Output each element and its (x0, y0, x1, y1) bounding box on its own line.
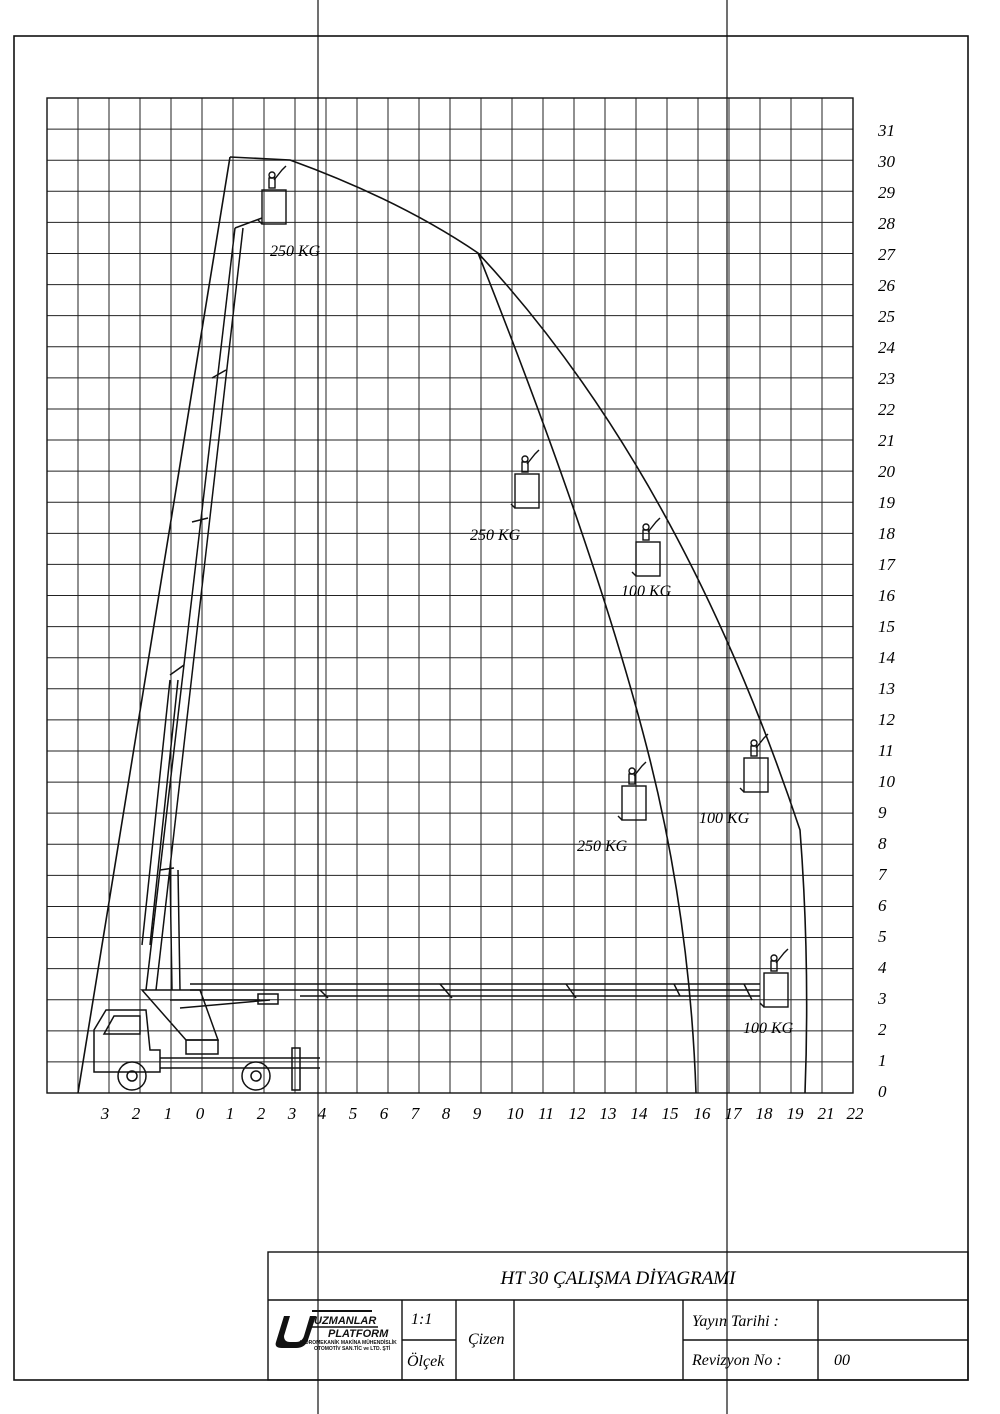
y-tick-label: 7 (878, 865, 887, 884)
x-tick-label: 3 (100, 1104, 110, 1123)
load-label-mid-inner: 250 KG (470, 527, 521, 544)
x-tick-label: 21 (817, 1104, 835, 1123)
y-tick-label: 10 (878, 772, 895, 791)
x-tick-label: 2 (256, 1104, 266, 1123)
x-tick-label: 6 (379, 1104, 389, 1123)
envelope-left-edge (78, 157, 230, 1093)
x-tick-label: 16 (693, 1104, 711, 1123)
y-tick-label: 0 (878, 1082, 887, 1101)
platform-basket-icon (740, 734, 768, 792)
boom-horizontal (190, 984, 760, 1004)
envelope-inner-curve-250kg (478, 253, 696, 1093)
x-tick-label: 11 (538, 1104, 554, 1123)
y-tick-label: 31 (878, 121, 895, 140)
x-tick-label: 13 (599, 1104, 617, 1123)
load-label-mid-outer: 100 KG (621, 583, 672, 600)
x-tick-label: 12 (568, 1104, 586, 1123)
y-tick-label: 29 (878, 183, 895, 202)
y-tick-label: 5 (878, 927, 887, 946)
x-tick-label: 15 (661, 1104, 679, 1123)
x-tick-label: 18 (755, 1104, 773, 1123)
y-tick-label: 14 (878, 648, 895, 667)
revision-value: 00 (834, 1352, 850, 1369)
x-tick-label: 14 (630, 1104, 648, 1123)
y-tick-label: 26 (878, 276, 895, 295)
load-label-horizontal: 100 KG (743, 1020, 794, 1037)
revision-label: Revizyon No : (692, 1352, 782, 1369)
front-wheel (118, 1062, 146, 1090)
y-tick-label: 19 (878, 493, 895, 512)
y-tick-label: 17 (878, 555, 895, 574)
y-tick-label: 21 (878, 431, 895, 450)
envelope-outer-curve-100kg (230, 157, 807, 1093)
y-tick-label: 27 (878, 245, 895, 264)
y-tick-label: 24 (878, 338, 895, 357)
y-tick-label: 12 (878, 710, 895, 729)
y-tick-label: 1 (878, 1051, 887, 1070)
x-tick-label: 8 (441, 1104, 451, 1123)
y-tick-label: 13 (878, 679, 895, 698)
platform-basket-icon (258, 166, 286, 224)
logo-line3: HİDROMEKANİK MAKİNA MÜHENDİSLİK (300, 1340, 397, 1346)
y-tick-label: 2 (878, 1020, 887, 1039)
y-tick-label: 28 (878, 214, 895, 233)
y-tick-label: 30 (878, 152, 895, 171)
y-tick-label: 15 (878, 617, 895, 636)
drawn-by-label: Çizen (468, 1331, 505, 1348)
y-tick-label: 25 (878, 307, 895, 326)
scale-label: Ölçek (407, 1353, 445, 1370)
logo-line2: PLATFORM (328, 1328, 389, 1340)
load-label-top: 250 KG (270, 243, 321, 260)
rear-wheel (242, 1062, 270, 1090)
y-tick-label: 20 (878, 462, 895, 481)
y-tick-label: 4 (878, 958, 887, 977)
platform-basket-icon (511, 450, 539, 508)
x-tick-label: 19 (786, 1104, 804, 1123)
x-tick-label: 4 (317, 1104, 327, 1123)
x-tick-label: 1 (225, 1104, 235, 1123)
x-tick-label: 1 (163, 1104, 173, 1123)
y-tick-label: 9 (878, 803, 887, 822)
x-tick-label: 10 (506, 1104, 524, 1123)
publish-date-label: Yayın Tarihi : (692, 1313, 779, 1330)
x-tick-label: 3 (287, 1104, 297, 1123)
x-tick-label: 5 (348, 1104, 358, 1123)
baskets (258, 166, 788, 1007)
load-label-low-inner: 250 KG (577, 838, 628, 855)
y-tick-label: 23 (878, 369, 895, 388)
diagram-title: HT 30 ÇALIŞMA DİYAGRAMI (500, 1268, 736, 1289)
x-tick-label: 22 (846, 1104, 864, 1123)
x-axis-labels (100, 1104, 864, 1123)
y-tick-label: 16 (878, 586, 895, 605)
x-tick-label: 9 (472, 1104, 482, 1123)
truck (94, 990, 320, 1090)
logo-line4: OTOMOTİV SAN.TİC ve LTD. ŞTİ (314, 1346, 391, 1352)
x-tick-label: 0 (195, 1104, 205, 1123)
y-tick-label: 11 (878, 741, 894, 760)
y-tick-label: 8 (878, 834, 887, 853)
y-axis-labels (877, 121, 897, 1101)
platform-basket-icon (760, 949, 788, 1007)
company-logo (276, 1311, 398, 1352)
y-tick-label: 18 (878, 524, 895, 543)
scale-value: 1:1 (411, 1311, 433, 1328)
x-tick-label: 2 (131, 1104, 141, 1123)
drawing-frame (14, 36, 968, 1380)
y-tick-label: 22 (878, 400, 895, 419)
logo-line1: UZMANLAR (314, 1315, 377, 1327)
platform-basket-icon (618, 762, 646, 820)
y-tick-label: 3 (878, 989, 887, 1008)
grid (47, 98, 853, 1093)
x-tick-label: 7 (410, 1104, 420, 1123)
x-tick-label: 17 (724, 1104, 742, 1123)
load-label-low-outer: 100 KG (699, 810, 750, 827)
y-tick-label: 6 (878, 896, 887, 915)
